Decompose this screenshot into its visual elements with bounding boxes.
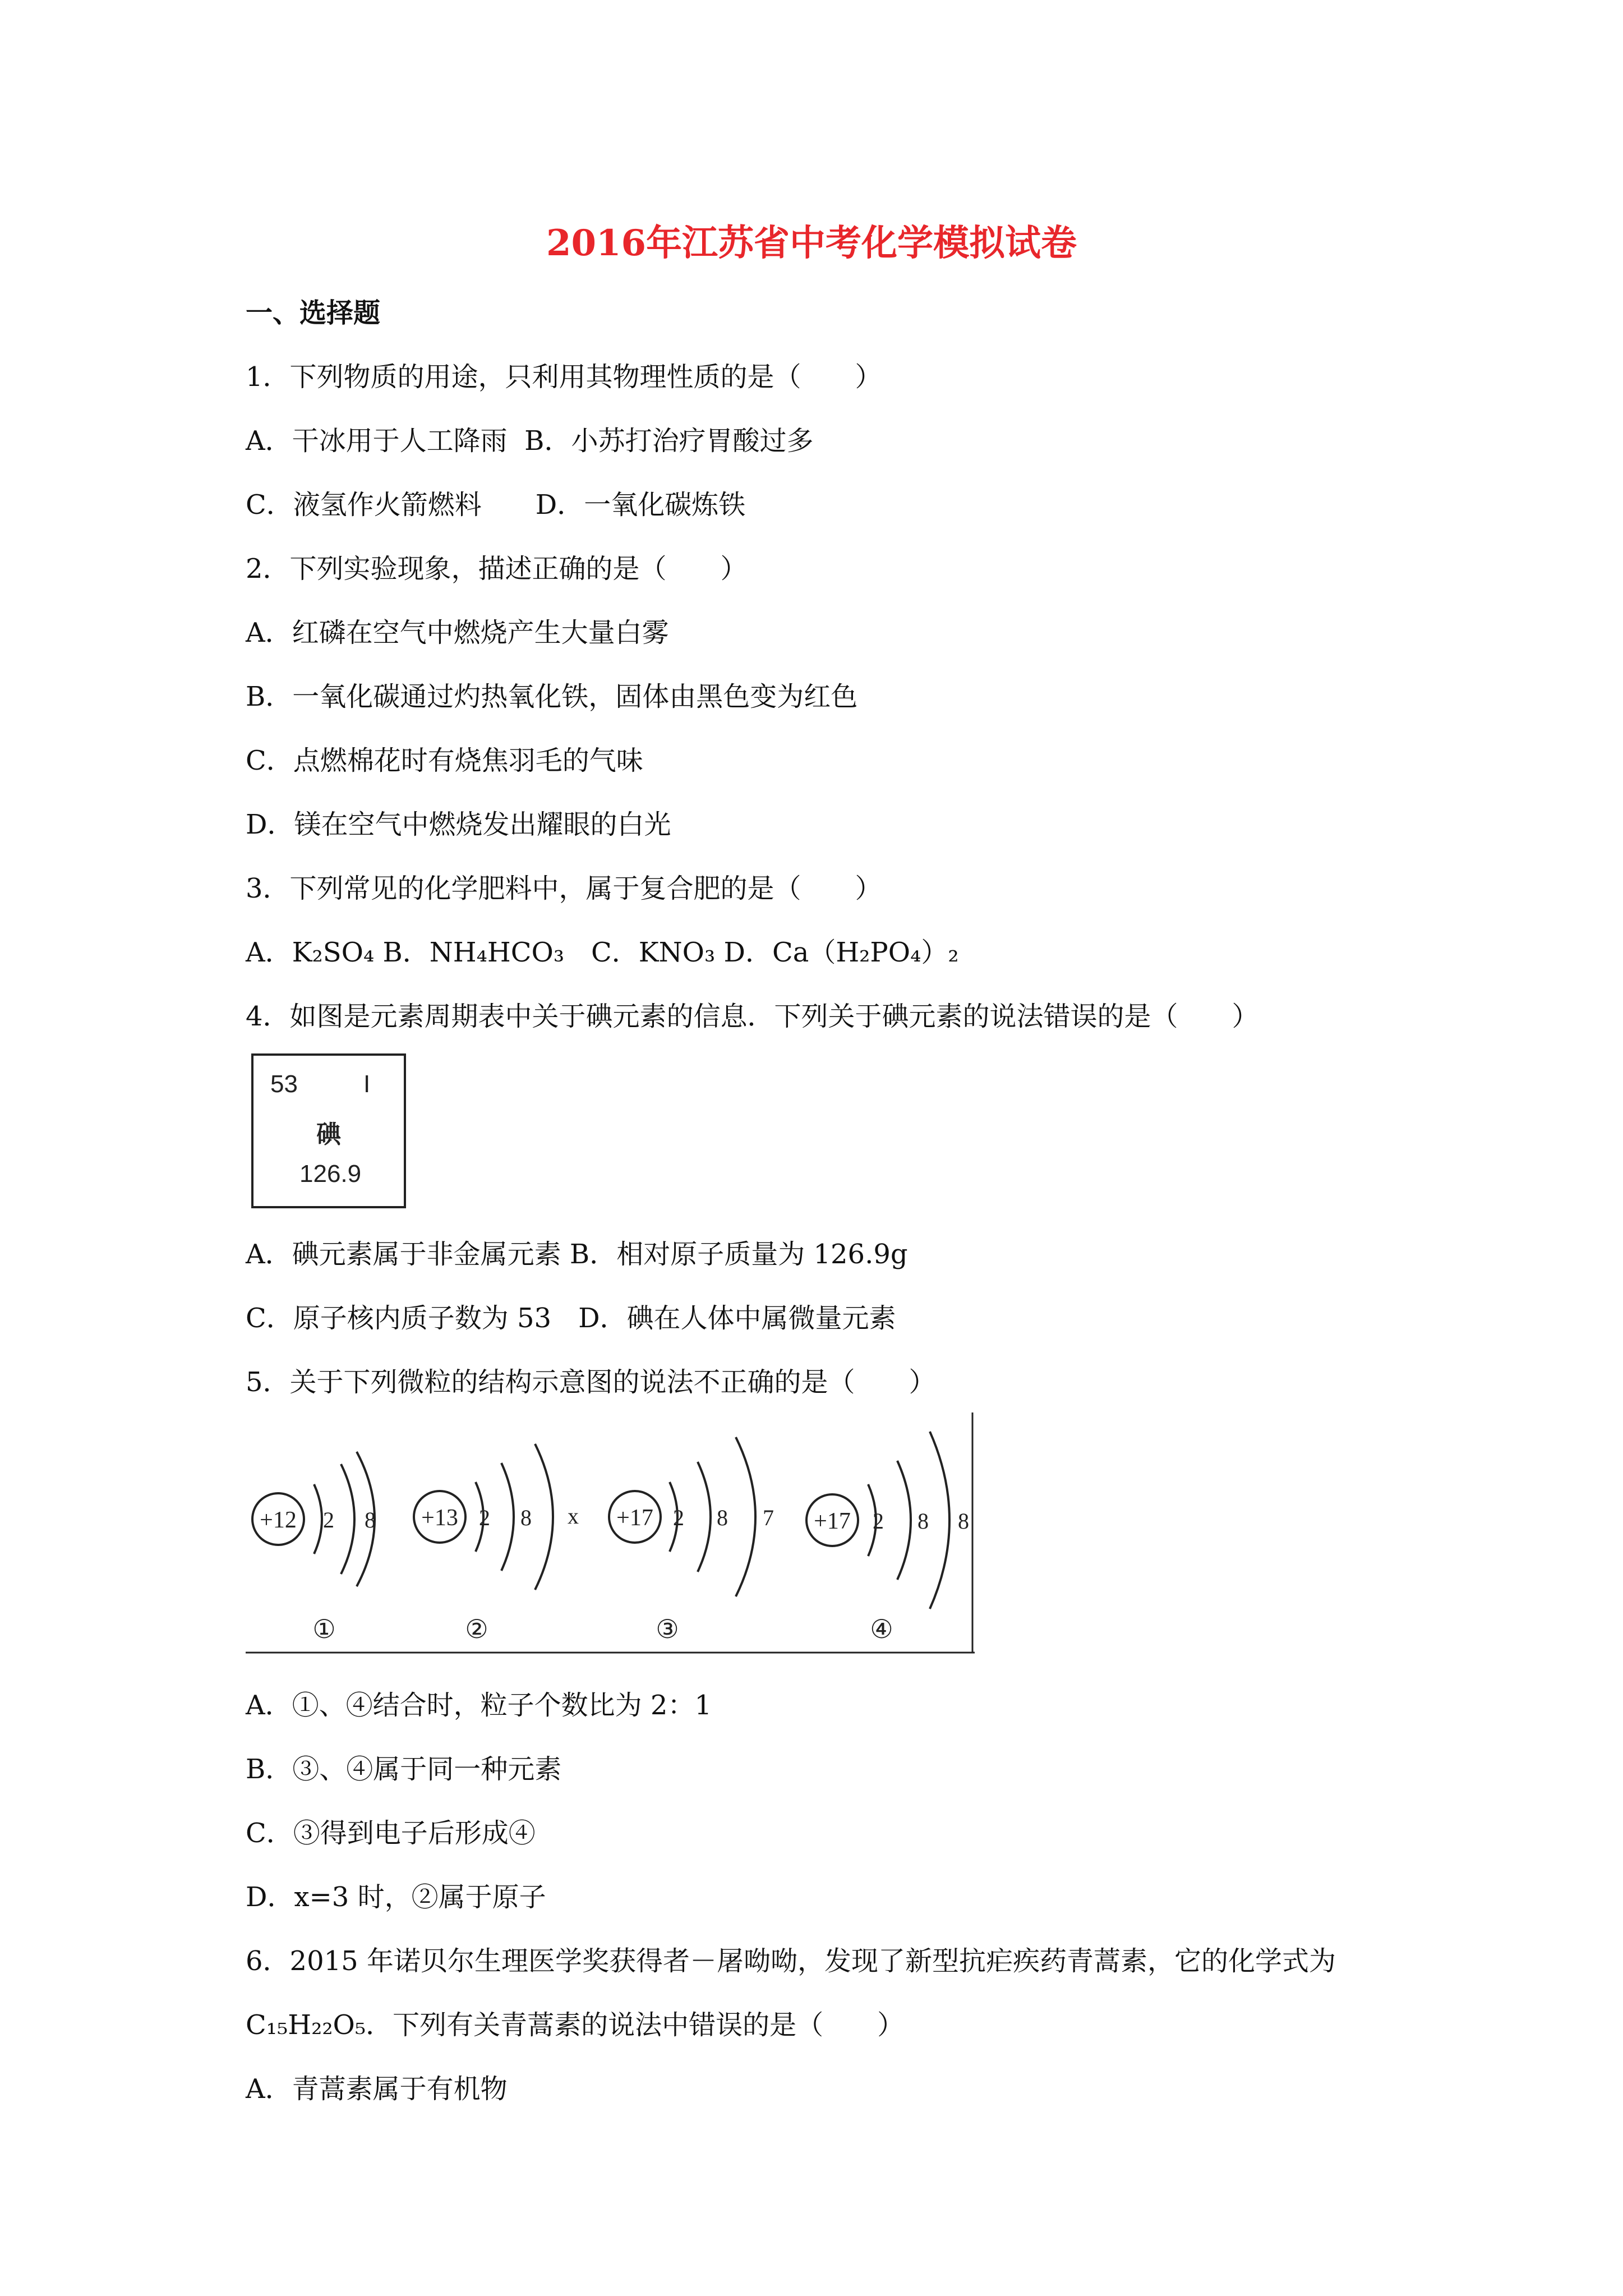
particle-4-shell-1: 2 bbox=[873, 1508, 884, 1534]
q2-option-a: A．红磷在空气中燃烧产生大量白雾 bbox=[246, 617, 669, 648]
particle-4-label: ④ bbox=[870, 1615, 893, 1644]
particle-4-shell-2: 8 bbox=[917, 1508, 929, 1534]
particle-3-label: ③ bbox=[656, 1615, 679, 1644]
particle-4-shell-3: 8 bbox=[958, 1508, 969, 1534]
q6-option-a: A．青蒿素属于有机物 bbox=[246, 2073, 508, 2105]
q4-stem: 4．如图是元素周期表中关于碘元素的信息．下列关于碘元素的说法错误的是（ ） bbox=[246, 1001, 1259, 1032]
atomic-mass: 126.9 bbox=[299, 1160, 362, 1188]
particle-1-shell-1: 2 bbox=[323, 1507, 334, 1533]
q2-option-c: C．点燃棉花时有烧焦羽毛的气味 bbox=[246, 745, 643, 776]
q6-stem-line-1: 6．2015 年诺贝尔生理医学奖获得者－屠呦呦，发现了新型抗疟疾药青蒿素，它的化学式为 bbox=[246, 1945, 1336, 1977]
q2-option-d: D．镁在空气中燃烧发出耀眼的白光 bbox=[246, 809, 671, 840]
q5-stem: 5．关于下列微粒的结构示意图的说法不正确的是（ ） bbox=[246, 1366, 936, 1398]
particle-3-nucleus: +17 bbox=[616, 1505, 653, 1531]
particle-2-shell-3: x bbox=[568, 1503, 579, 1529]
particle-2-shell-1: 2 bbox=[479, 1505, 490, 1530]
particle-4 bbox=[806, 1432, 969, 1644]
particle-2-shell-2: 8 bbox=[520, 1505, 532, 1530]
atomic-number: 53 bbox=[270, 1070, 298, 1098]
q1-options-ab: A．干冰用于人工降雨 B．小苏打治疗胃酸过多 bbox=[246, 425, 814, 457]
particle-1-shell-2: 8 bbox=[365, 1507, 376, 1533]
iodine-element-card bbox=[251, 1053, 406, 1208]
particle-1 bbox=[252, 1452, 376, 1644]
particle-3-shell-1: 2 bbox=[673, 1505, 684, 1530]
section-heading: 一、选择题 bbox=[246, 297, 381, 329]
element-symbol: I bbox=[363, 1070, 371, 1098]
q4-options-ab: A．碘元素属于非金属元素 B．相对原子质量为 126.9g bbox=[246, 1239, 908, 1270]
particle-structure-diagram bbox=[246, 1412, 975, 1657]
q5-option-b: B．③、④属于同一种元素 bbox=[246, 1754, 562, 1785]
q1-options-cd: C．液氢作火箭燃料 D．一氧化碳炼铁 bbox=[246, 489, 746, 521]
q2-stem: 2．下列实验现象，描述正确的是（ ） bbox=[246, 553, 748, 585]
element-name: 碘 bbox=[316, 1120, 341, 1149]
particle-3 bbox=[609, 1437, 774, 1644]
q3-options: A．K₂SO₄ B．NH₄HCO₃ C．KNO₃ D．Ca（H₂PO₄）₂ bbox=[246, 937, 959, 968]
exam-title: 2016年江苏省中考化学模拟试卷 bbox=[546, 222, 1077, 264]
particle-3-shell-3: 7 bbox=[763, 1505, 774, 1530]
particle-1-label: ① bbox=[312, 1615, 336, 1644]
q2-option-b: B．一氧化碳通过灼热氧化铁，固体由黑色变为红色 bbox=[246, 681, 858, 712]
q5-option-a: A．①、④结合时，粒子个数比为 2：1 bbox=[246, 1690, 712, 1721]
q5-option-d: D．x=3 时，②属于原子 bbox=[246, 1881, 546, 1913]
q3-stem: 3．下列常见的化学肥料中，属于复合肥的是（ ） bbox=[246, 873, 882, 904]
q5-option-c: C．③得到电子后形成④ bbox=[246, 1818, 536, 1849]
q4-options-cd: C．原子核内质子数为 53 D．碘在人体中属微量元素 bbox=[246, 1303, 896, 1334]
particle-3-shell-2: 8 bbox=[717, 1505, 728, 1530]
particle-1-nucleus: +12 bbox=[260, 1507, 297, 1533]
particle-2 bbox=[414, 1444, 579, 1644]
particle-2-label: ② bbox=[465, 1615, 488, 1644]
particle-4-nucleus: +17 bbox=[814, 1508, 851, 1534]
particle-2-nucleus: +13 bbox=[421, 1505, 458, 1531]
q6-stem-line-2: C₁₅H₂₂O₅．下列有关青蒿素的说法中错误的是（ ） bbox=[246, 2009, 905, 2041]
q1-stem: 1．下列物质的用途，只利用其物理性质的是（ ） bbox=[246, 361, 882, 393]
